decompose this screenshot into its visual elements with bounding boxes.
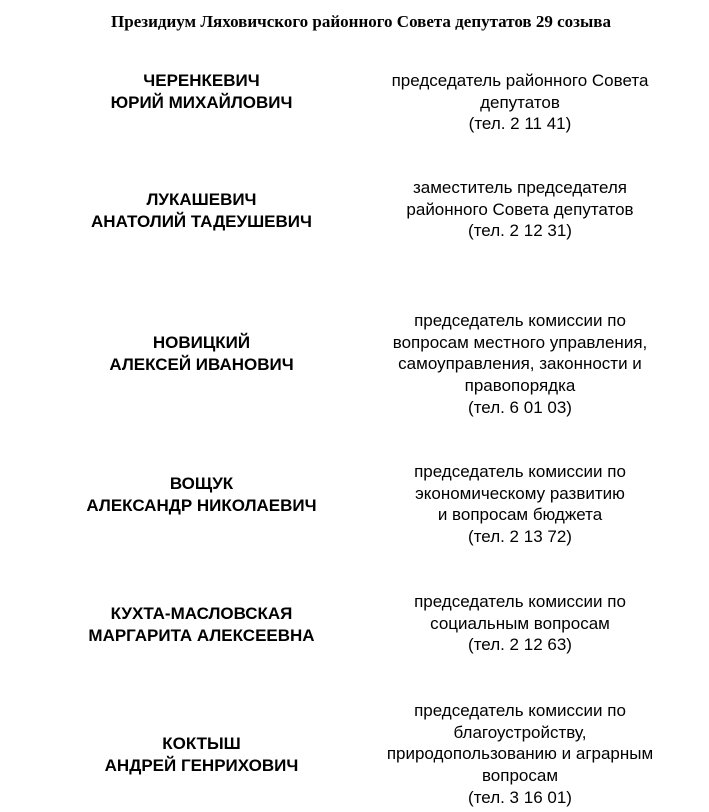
role-line: благоустройству, bbox=[453, 722, 587, 742]
page-title: Президиум Ляховичского районного Совета депутатов 29 созыва bbox=[111, 12, 611, 31]
member-name bbox=[50, 189, 353, 232]
role-line: депутатов bbox=[480, 92, 560, 112]
member-name bbox=[50, 70, 353, 113]
role-line: председатель комиссии по bbox=[414, 462, 626, 481]
role-line: вопросам местного управления, bbox=[392, 332, 648, 352]
member-given-names: АЛЕКСАНДР НИКОЛАЕВИЧ bbox=[86, 495, 317, 515]
role-line: социальным вопросам bbox=[430, 613, 610, 633]
member-surname: ЧЕРЕНКЕВИЧ bbox=[143, 71, 260, 90]
member-phone: (тел. 3 16 01) bbox=[468, 787, 572, 807]
role-line: вопросам bbox=[481, 766, 559, 786]
member-role bbox=[352, 461, 688, 548]
member-phone: (тел. 2 11 41) bbox=[468, 114, 572, 134]
role-line: природопользованию и аграрным bbox=[386, 744, 654, 764]
role-line: правопорядка bbox=[464, 376, 576, 396]
member-role bbox=[352, 700, 688, 809]
member-role bbox=[352, 591, 688, 656]
member-surname: НОВИЦКИЙ bbox=[152, 333, 251, 352]
member-name bbox=[50, 473, 353, 516]
member-name bbox=[50, 733, 353, 776]
role-line: председатель комиссии по bbox=[414, 592, 626, 611]
role-line: председатель комиссии по bbox=[414, 311, 626, 330]
member-given-names: АЛЕКСЕЙ ИВАНОВИЧ bbox=[109, 354, 294, 374]
member-role bbox=[352, 177, 688, 242]
member-phone: (тел. 6 01 03) bbox=[468, 397, 572, 417]
role-line: заместитель председателя bbox=[412, 178, 627, 197]
member-given-names: МАРГАРИТА АЛЕКСЕЕВНА bbox=[88, 625, 315, 645]
member-surname: ВОЩУК bbox=[169, 474, 234, 493]
member-name bbox=[50, 603, 353, 646]
member-name bbox=[50, 332, 353, 375]
member-role bbox=[352, 310, 688, 419]
member-given-names: АНДРЕЙ ГЕНРИХОВИЧ bbox=[104, 755, 299, 775]
member-surname: КУХТА-МАСЛОВСКАЯ bbox=[110, 604, 293, 623]
role-line: председатель комиссии по bbox=[414, 701, 626, 720]
member-given-names: АНАТОЛИЙ ТАДЕУШЕВИЧ bbox=[91, 211, 312, 231]
role-line: экономическому развитию bbox=[415, 483, 625, 503]
role-line: самоуправления, законности и bbox=[398, 354, 642, 374]
role-line: и вопросам бюджета bbox=[437, 505, 603, 525]
role-line: районного Совета депутатов bbox=[406, 199, 634, 219]
member-phone: (тел. 2 12 63) bbox=[468, 635, 572, 655]
member-given-names: ЮРИЙ МИХАЙЛОВИЧ bbox=[110, 92, 293, 112]
member-role bbox=[352, 70, 688, 135]
member-phone: (тел. 2 12 31) bbox=[468, 221, 572, 241]
role-line: председатель районного Совета bbox=[391, 71, 649, 90]
member-surname: КОКТЫШ bbox=[162, 734, 241, 753]
member-phone: (тел. 2 13 72) bbox=[468, 527, 572, 547]
member-surname: ЛУКАШЕВИЧ bbox=[146, 190, 257, 209]
